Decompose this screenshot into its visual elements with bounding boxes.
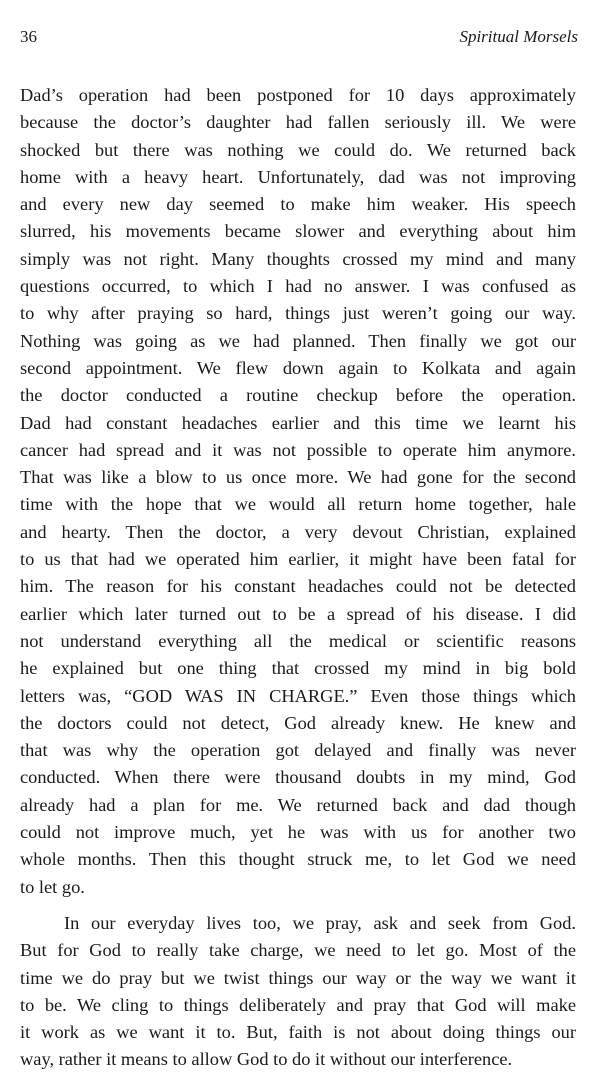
text-line: time with the hope that we would all return home together, hale bbox=[20, 494, 576, 515]
text-line: letters was, “GOD WAS IN CHARGE.” Even those things which bbox=[20, 685, 576, 706]
text-line: he explained but one thing that crossed my mind in big bold bbox=[20, 658, 576, 679]
text-line: slurred, his movements became slower and everything about him bbox=[20, 221, 576, 242]
text-line: In our everyday lives too, we pray, ask and seek from God. bbox=[64, 912, 576, 933]
text-line: it work as we want it to. But, faith is not about doing things our bbox=[20, 1022, 576, 1043]
text-line: second appointment. We flew down again to Kolkata and again bbox=[20, 357, 576, 378]
text-line: home with a heavy heart. Unfortunately, dad was not improving bbox=[20, 166, 576, 187]
text-line: That was like a blow to us once more. We had gone for the second bbox=[20, 467, 576, 488]
text-line: questions occurred, to which I had no answer. I was confused as bbox=[20, 276, 576, 297]
text-line: Dad had constant headaches earlier and this time we learnt his bbox=[20, 412, 576, 433]
text-line: the doctor conducted a routine checkup before the operation. bbox=[20, 385, 576, 406]
text-line: conducted. When there were thousand doubts in my mind, God bbox=[20, 767, 576, 788]
text-line: to let go. bbox=[20, 876, 85, 897]
body-text bbox=[20, 82, 576, 1074]
text-line: the doctors could not detect, God already knew. He knew and bbox=[20, 712, 576, 733]
text-line: whole months. Then this thought struck me, to let God we need bbox=[20, 849, 576, 870]
text-line: could not improve much, yet he was with us for another two bbox=[20, 822, 576, 843]
text-line: But for God to really take charge, we need to let go. Most of the bbox=[20, 940, 576, 961]
book-title: Spiritual Morsels bbox=[459, 27, 578, 46]
text-line: already had a plan for me. We returned back and dad though bbox=[20, 794, 576, 815]
text-line: him. The reason for his constant headaches could not be detected bbox=[20, 576, 576, 597]
text-line: and hearty. Then the doctor, a very devout Christian, explained bbox=[20, 521, 576, 542]
text-line: Dad’s operation had been postponed for 10 days approximately bbox=[20, 85, 576, 105]
text-line: to us that had we operated him earlier, it might have been fatal for bbox=[20, 549, 576, 570]
text-line: that was why the operation got delayed and finally was never bbox=[20, 740, 576, 761]
paragraph-2 bbox=[20, 910, 576, 1074]
text-line: cancer had spread and it was not possible to operate him anymore. bbox=[20, 439, 576, 460]
page-number: 36 bbox=[20, 27, 37, 46]
text-line: way, rather it means to allow God to do it without our interference. bbox=[20, 1049, 513, 1070]
text-line: to why after praying so hard, things just weren’t going our way. bbox=[20, 303, 576, 324]
text-line: time we do pray but we twist things our way or the way we want it bbox=[20, 967, 576, 988]
text-line: to be. We cling to things deliberately and pray that God will make bbox=[20, 994, 576, 1015]
text-line: earlier which later turned out to be a spread of his disease. I did bbox=[20, 603, 576, 624]
text-line: and every new day seemed to make him weaker. His speech bbox=[20, 194, 576, 215]
text-line: because the doctor’s daughter had fallen seriously ill. We were bbox=[20, 112, 576, 133]
text-line: Nothing was going as we had planned. Then finally we got our bbox=[20, 330, 576, 351]
text-line: not understand everything all the medical or scientific reasons bbox=[20, 630, 576, 651]
text-line: simply was not right. Many thoughts crossed my mind and many bbox=[20, 248, 576, 269]
paragraph-1 bbox=[20, 82, 576, 901]
text-line: shocked but there was nothing we could do. We returned back bbox=[20, 139, 576, 160]
running-head bbox=[20, 27, 578, 51]
